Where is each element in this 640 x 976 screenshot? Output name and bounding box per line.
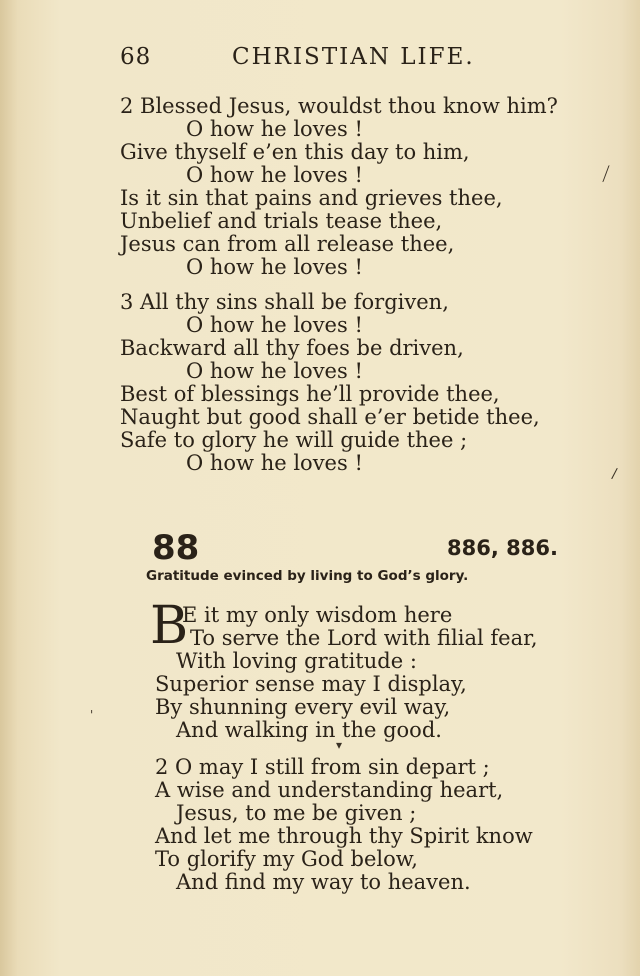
hymn-subtitle: Gratitude evinced by living to God’s glory. [146, 568, 469, 584]
drop-cap: B [150, 596, 189, 656]
refrain-line: O how he loves ! [186, 163, 363, 187]
stray-mark: ▾ [336, 738, 343, 752]
verse-line: Give thyself e’en this day to him, [120, 140, 470, 164]
verse-line: And walking in the good. [176, 718, 442, 742]
verse-line: And let me through thy Spirit know [155, 824, 533, 848]
verse-line: By shunning every evil way, [155, 695, 451, 719]
verse-line: To serve the Lord with filial fear, [190, 626, 538, 650]
verse-line: Safe to glory he will guide thee ; [120, 428, 468, 452]
verse-line: Is it sin that pains and grieves thee, [120, 186, 503, 210]
refrain-line: O how he loves ! [186, 117, 363, 141]
hymn-meter: 886, 886. [447, 536, 558, 560]
verse-line: A wise and understanding heart, [155, 778, 504, 802]
verse-line: Jesus can from all release thee, [120, 232, 455, 256]
page-number: 68 [120, 44, 152, 70]
verse-line: 2 O may I still from sin depart ; [155, 755, 490, 779]
stray-mark: ⟋ [596, 162, 616, 187]
verse-line: Naught but good shall e’er betide thee, [120, 405, 540, 429]
verse-line: E it my only wisdom here [182, 603, 453, 627]
refrain-line: O how he loves ! [186, 255, 363, 279]
verse-line: Best of blessings he’ll provide thee, [120, 382, 500, 406]
stray-mark: / [610, 465, 619, 483]
verse-line: 2 Blessed Jesus, wouldst thou know him? [120, 94, 558, 118]
hymn-number: 88 [152, 528, 200, 568]
verse-line: Jesus, to me be given ; [176, 801, 417, 825]
verse-line: 3 All thy sins shall be forgiven, [120, 290, 449, 314]
verse-line: To glorify my God below, [155, 847, 418, 871]
verse-line: Superior sense may I display, [155, 672, 467, 696]
verse-line: Backward all thy foes be driven, [120, 336, 464, 360]
verse-line: Unbelief and trials tease thee, [120, 209, 443, 233]
verse-line: And find my way to heaven. [176, 870, 471, 894]
running-title: CHRISTIAN LIFE. [232, 44, 475, 70]
refrain-line: O how he loves ! [186, 359, 363, 383]
refrain-line: O how he loves ! [186, 313, 363, 337]
stray-mark: ' [90, 708, 94, 722]
refrain-line: O how he loves ! [186, 451, 363, 475]
verse-line: With loving gratitude : [176, 649, 417, 673]
